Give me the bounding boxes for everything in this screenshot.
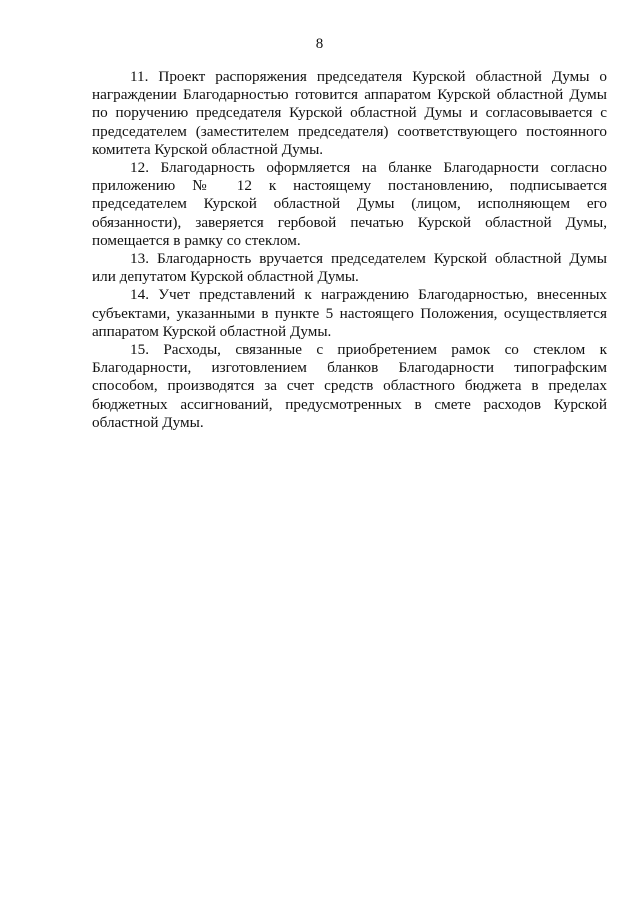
paragraph-11: 11. Проект распоряжения председателя Курской областной Думы о награждении Благодарностью готовится аппаратом Курской областной Думы по поручению председателя Курской областной Думы и согласовывается с председателем (заместителем председателя) соответствующего постоянного комитета Курской областной Думы. (92, 68, 607, 158)
paragraph-12: 12. Благодарность оформляется на бланке Благодарности согласно приложению № 12 к настоящему постановлению, подписывается председателем Курской областной Думы (лицом, исполняющем его обязанности), заверяется гербовой печатью Курской областной Думы, помещается в рамку со стеклом. (92, 159, 607, 249)
page-number: 8 (315, 36, 324, 52)
paragraph-15: 15. Расходы, связанные с приобретением рамок со стеклом к Благодарности, изготовлением бланков Благодарности типографским способом, производятся за счет средств областного бюджета в пределах бюджетных ассигнований, предусмотренных в смете расходов Курской областной Думы. (92, 341, 607, 431)
paragraph-13: 13. Благодарность вручается председателем Курской областной Думы или депутатом Курской областной Думы. (92, 250, 607, 286)
paragraph-14: 14. Учет представлений к награждению Благодарностью, внесенных субъектами, указанными в пункте 5 настоящего Положения, осуществляется аппаратом Курской областной Думы. (92, 286, 607, 340)
document-body (92, 68, 607, 432)
